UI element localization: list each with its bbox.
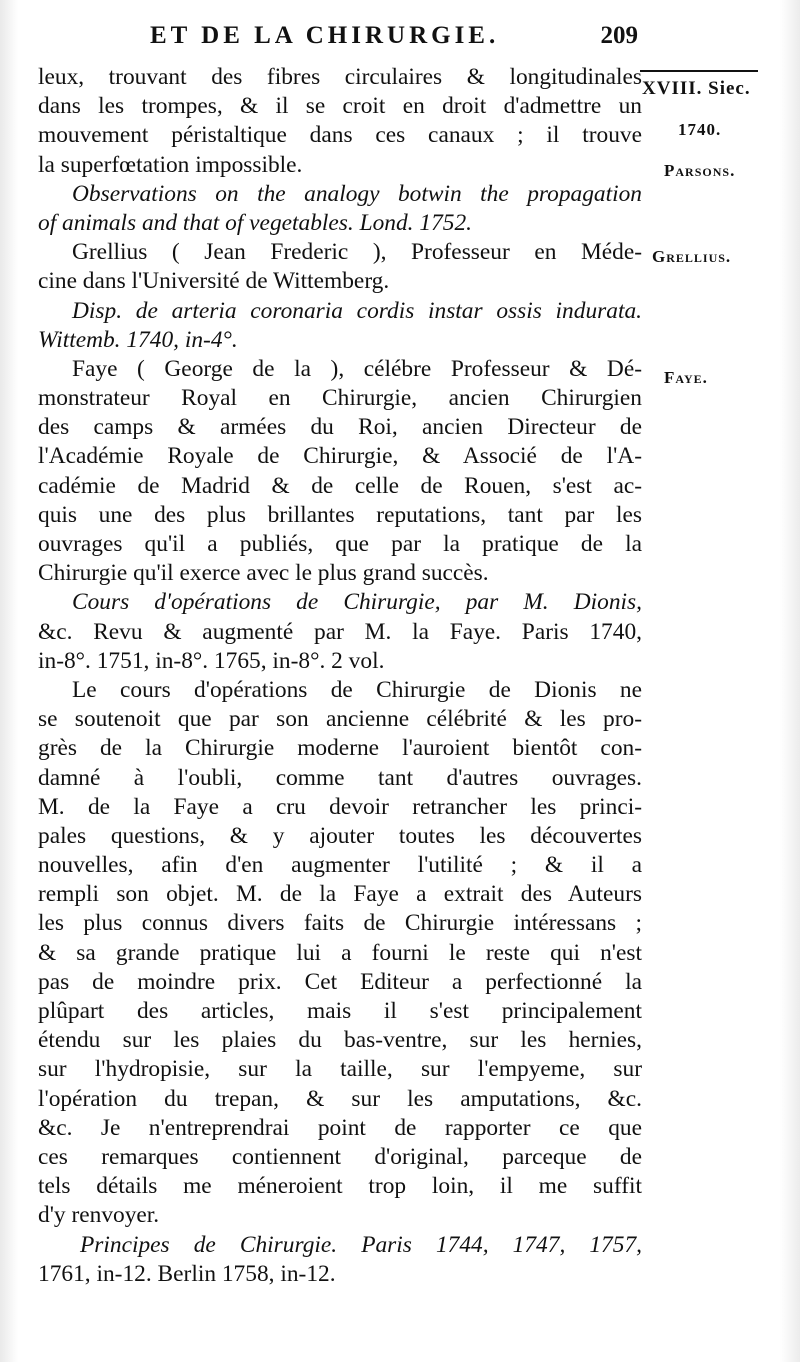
text-line: l'opération du trepan, & sur les amputations, &c.: [38, 1085, 642, 1112]
page-number: 209: [600, 22, 638, 49]
text-line: étendu sur les plaies du bas-ventre, sur les hernies,: [38, 1027, 642, 1054]
text-line: pas de moindre prix. Cet Editeur a perfectionné la: [38, 968, 642, 995]
citation-line: Principes de Chirurgie. Paris 1744, 1747, 1757,: [80, 1231, 642, 1258]
citation-line: 1761, in-12. Berlin 1758, in-12.: [38, 1260, 336, 1287]
citation-line: Wittemb. 1740, in-4°.: [38, 326, 238, 353]
text-line: rempli son objet. M. de la Faye a extrait des Auteurs: [38, 881, 642, 908]
text-line: dans les trompes, & il se croit en droit d'admettre un: [38, 93, 642, 120]
margin-note-grellius: Grellius.: [652, 247, 732, 266]
citation-line: of animals and that of vegetables. Lond. 1752.: [38, 209, 473, 236]
text-line: la superfœtation impossible.: [38, 151, 303, 178]
page-header: [150, 22, 638, 52]
text-line: cadémie de Madrid & de celle de Rouen, s'est ac-: [38, 472, 642, 499]
margin-note-year: 1740.: [678, 120, 722, 139]
running-head: ET DE LA CHIRURGIE.: [150, 22, 500, 49]
text-line: cine dans l'Université de Wittemberg.: [38, 268, 390, 295]
margin-note-century: XVIII. Siec.: [642, 78, 751, 99]
text-line: leux, trouvant des fibres circulaires & longitudinales: [38, 64, 642, 90]
text-line: d'y renvoyer.: [38, 1202, 160, 1229]
text-line: tels détails me méneroient trop loin, il me suffit: [38, 1173, 642, 1200]
body-text: [38, 63, 642, 1289]
text-line: &c. Je n'entreprendrai point de rapporter ce que: [38, 1114, 642, 1141]
text-line: plûpart des articles, mais il s'est principalement: [38, 998, 642, 1024]
entry-heading-faye: Faye ( George de la ), célébre Professeur & Dé-: [72, 355, 642, 382]
text-line: damné à l'oubli, comme tant d'autres ouvrages.: [38, 764, 642, 791]
text-line: quis une des plus brillantes reputations, tant par les: [38, 501, 642, 528]
text-line: mouvement péristaltique dans ces canaux ; il trouve: [38, 122, 642, 149]
text-line: nouvelles, afin d'en augmenter l'utilité ; & il a: [38, 852, 642, 879]
citation-line: &c. Revu & augmenté par M. la Faye. Paris 1740,: [38, 618, 642, 645]
citation-line: Observations on the analogy botwin the propagation: [72, 180, 642, 207]
text-line: se soutenoit que par son ancienne célébrité & les pro-: [38, 706, 642, 733]
text-line: pales questions, & y ajouter toutes les découvertes: [38, 822, 642, 849]
margin-note-parsons: Parsons.: [664, 161, 736, 180]
text-line: des camps & armées du Roi, ancien Directeur de: [38, 414, 642, 441]
text-line: l'Académie Royale de Chirurgie, & Associé de l'A-: [38, 443, 642, 470]
margin-note-faye: Faye.: [664, 368, 708, 387]
citation-line: in-8°. 1751, in-8°. 1765, in-8°. 2 vol.: [38, 647, 385, 674]
text-line: ouvrages qu'il a publiés, que par la pratique de la: [38, 531, 642, 557]
text-line: & sa grande pratique lui a fourni le reste qui n'est: [38, 939, 642, 966]
text-line: Chirurgie qu'il exerce avec le plus grand succès.: [38, 560, 489, 587]
text-line: ces remarques contiennent d'original, parceque de: [38, 1143, 642, 1170]
entry-heading-grellius: Grellius ( Jean Frederic ), Professeur en Méde-: [72, 239, 642, 266]
citation-line: Disp. de arteria coronaria cordis instar ossis indurata.: [72, 297, 642, 324]
text-line: Le cours d'opérations de Chirurgie de Dionis ne: [72, 676, 642, 703]
text-line: grès de la Chirurgie moderne l'auroient bientôt con-: [38, 735, 642, 762]
margin-rule: [640, 70, 758, 72]
text-line: monstrateur Royal en Chirurgie, ancien Chirurgien: [38, 385, 642, 412]
citation-line: Cours d'opérations de Chirurgie, par M. Dionis,: [72, 589, 642, 616]
text-line: les plus connus divers faits de Chirurgie intéressans ;: [38, 910, 642, 937]
text-line: M. de la Faye a cru devoir retrancher les princi-: [38, 793, 642, 820]
text-line: sur l'hydropisie, sur la taille, sur l'empyeme, sur: [38, 1056, 642, 1083]
